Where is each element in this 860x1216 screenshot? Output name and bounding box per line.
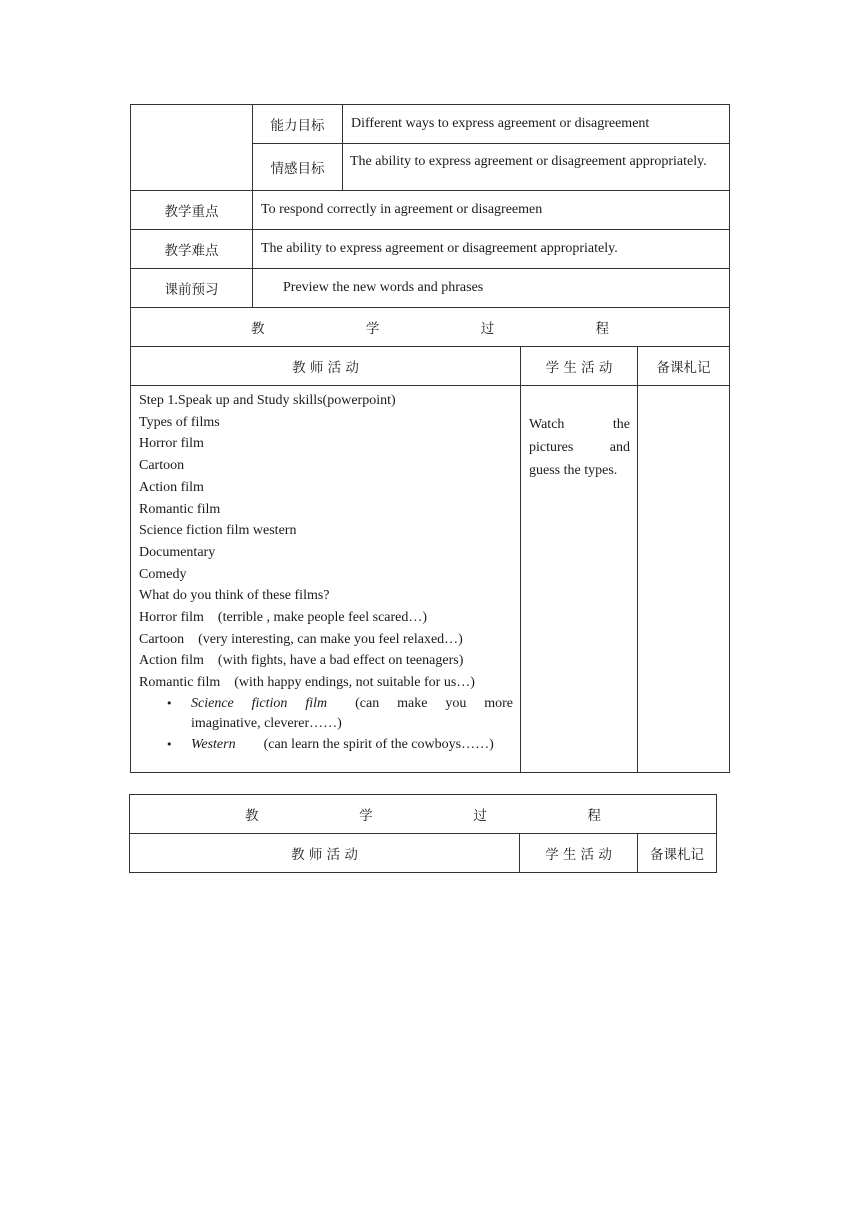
activity-line: Action film (with fights, have a bad effect on teenagers) — [139, 653, 464, 669]
process-header-char: 程 — [587, 808, 601, 824]
teacher-activity-header: 教 师 活 动 — [131, 347, 521, 386]
process-header-char: 教 — [245, 808, 259, 824]
difficulty-text: The ability to express agreement or disagreement appropriately. — [253, 230, 730, 269]
activity-line: Action film — [139, 479, 204, 495]
activity-line: Types of films — [139, 414, 220, 430]
key-point-text: To respond correctly in agreement or disagreemen — [253, 191, 730, 230]
key-point-label: 教学重点 — [131, 191, 253, 230]
difficulty-label: 教学难点 — [131, 230, 253, 269]
notes-header: 备课札记 — [638, 834, 717, 873]
activity-line: What do you think of these films? — [139, 588, 330, 604]
bullet-desc: (can make you more imaginative, cleverer……) — [191, 695, 513, 732]
activity-line: Documentary — [139, 544, 216, 560]
process-header — [131, 308, 730, 347]
bullet-item — [191, 694, 513, 735]
process-header-char: 教 — [251, 321, 265, 337]
bullet-item — [191, 735, 513, 756]
process-table — [129, 794, 717, 873]
teacher-activity-content — [131, 386, 521, 773]
student-activity-header: 学 生 活 动 — [520, 834, 638, 873]
activity-line: Comedy — [139, 566, 187, 582]
process-header-char: 程 — [595, 321, 610, 337]
blank-cell — [131, 105, 253, 191]
emotion-objective-text: The ability to express agreement or disagreement appropriately. — [343, 144, 730, 191]
process-header-char: 过 — [473, 808, 487, 824]
student-activity-content: Watch the pictures and guess the types. — [521, 386, 638, 773]
preview-text: Preview the new words and phrases — [253, 269, 730, 308]
activity-line: Cartoon — [139, 458, 185, 474]
bullet-term: Western — [191, 736, 236, 752]
film-bullet-list — [139, 694, 513, 756]
process-header-char: 学 — [359, 808, 373, 824]
activity-line: Romantic film (with happy endings, not suitable for us…) — [139, 675, 475, 691]
activity-line: Romantic film — [139, 501, 221, 517]
preview-label: 课前预习 — [131, 269, 253, 308]
student-activity-header: 学 生 活 动 — [521, 347, 638, 386]
process-header — [130, 795, 717, 834]
process-header-char: 过 — [480, 321, 495, 337]
activity-line: Horror film (terrible , make people feel scared…) — [139, 610, 428, 626]
ability-objective-text: Different ways to express agreement or disagreement — [343, 105, 730, 144]
lesson-plan-table — [130, 104, 730, 773]
activity-line: Step 1.Speak up and Study skills(powerpoint) — [139, 393, 396, 408]
activity-line: Cartoon (very interesting, can make you feel relaxed…) — [139, 631, 463, 647]
activity-line: Horror film — [139, 436, 204, 452]
emotion-objective-label: 情感目标 — [253, 144, 343, 191]
ability-objective-label: 能力目标 — [253, 105, 343, 144]
bullet-desc: (can learn the spirit of the cowboys……) — [263, 736, 494, 752]
notes-content — [638, 386, 730, 773]
activity-line: Science fiction film western — [139, 523, 297, 539]
notes-header: 备课札记 — [638, 347, 730, 386]
bullet-term: Science fiction film — [191, 695, 328, 711]
teacher-activity-header: 教 师 活 动 — [130, 834, 520, 873]
process-header-char: 学 — [365, 321, 380, 337]
